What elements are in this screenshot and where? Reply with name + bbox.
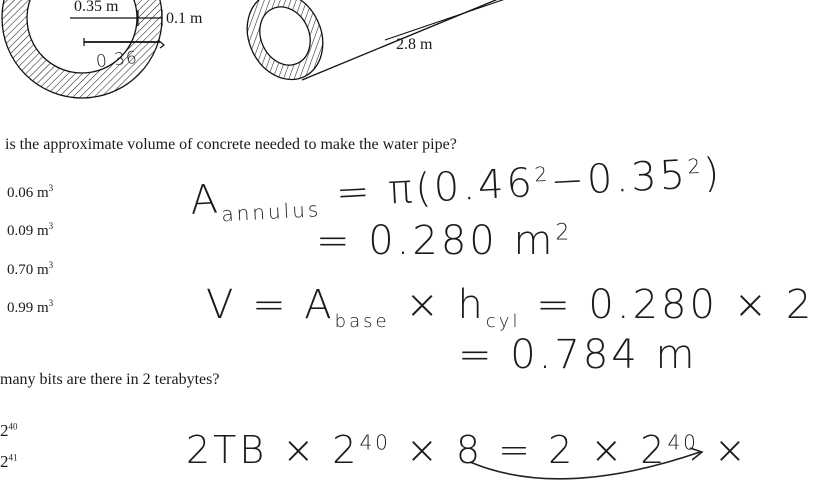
handwritten-area-line: $A_{annulus} = \pi(0.46^2-0.35^2)$ — [189, 150, 724, 227]
question-1-text: is the approximate volume of concrete needed to make the water pipe? — [5, 136, 457, 153]
q1-choice-b[interactable]: 0.09 $m^3$ — [7, 221, 54, 239]
q1-choice-a[interactable]: 0.06 $m^3$ — [7, 183, 54, 201]
q2-choice-a[interactable]: $2^{40}$ — [0, 421, 18, 440]
pipe-length-label: 2.8 m — [396, 36, 433, 53]
q2-choice-b[interactable]: $2^{41}$ — [0, 452, 18, 471]
q1-choice-c[interactable]: 0.70 $m^3$ — [7, 260, 54, 278]
question-2-text: many bits are there in 2 terabytes? — [0, 371, 220, 388]
thickness-label: 0.1 m — [166, 10, 203, 27]
inner-radius-label: 0.35 m — [74, 0, 119, 15]
handwritten-area-result: = 0.280 $m^2$ — [316, 218, 573, 264]
handwritten-volume-result: = 0.784 m — [458, 332, 698, 378]
handwritten-volume-line: $V = A_{base} \times h_{cyl} = 0.280 \times 2$ — [206, 282, 814, 332]
pipe-body — [233, 0, 520, 92]
q1-choice-d[interactable]: 0.99 $m^3$ — [7, 298, 54, 316]
handwritten-radius-note: 0.36 — [95, 47, 139, 73]
handwritten-bits-work: $2TB \times 2^{40} \times 8 = 2 \times 2^{40}$ × — [186, 428, 749, 472]
